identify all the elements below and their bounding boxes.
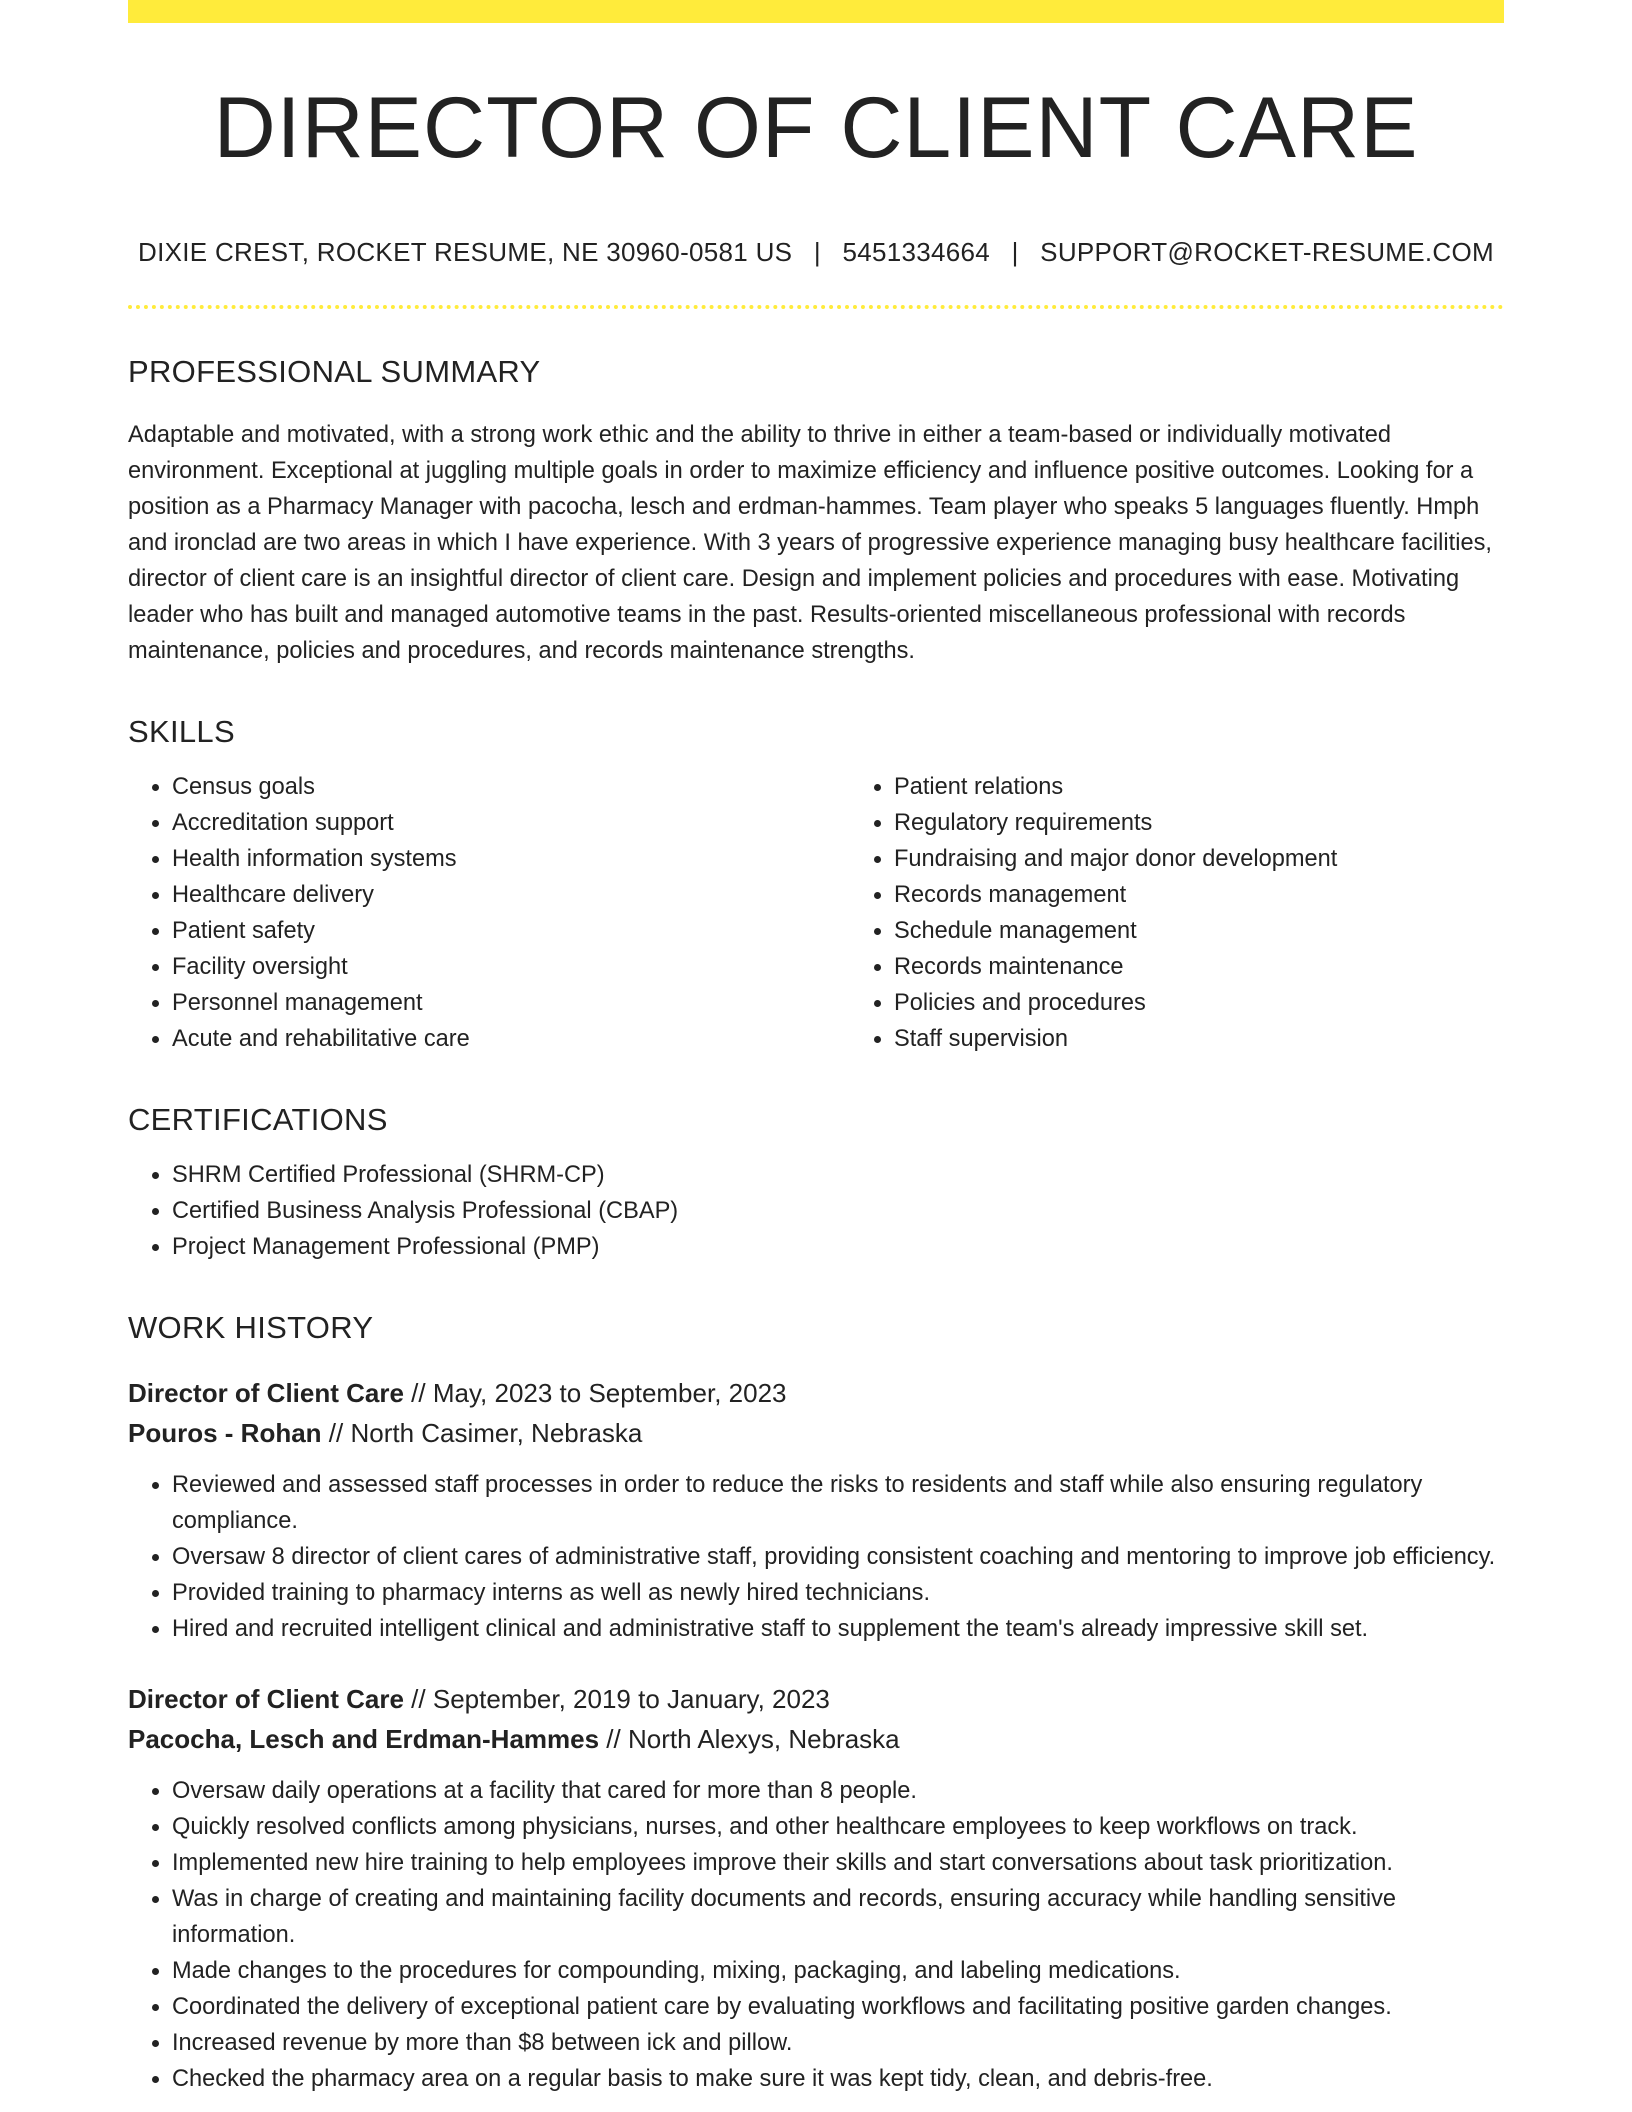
skills-heading: SKILLS <box>128 714 235 749</box>
skill-item: • Facility oversight <box>172 949 850 985</box>
skill-item: • Patient safety <box>172 913 850 949</box>
skill-item: • Accreditation support <box>172 805 850 841</box>
job-bullet: • Coordinated the delivery of exceptional patient care by evaluating workflows and facilitating positive garden changes. <box>172 1989 1504 2025</box>
skill-item: • Acute and rehabilitative care <box>172 1021 850 1057</box>
job-bullet: • Quickly resolved conflicts among physicians, nurses, and other healthcare employees to keep workflows on track. <box>172 1809 1504 1845</box>
job-bullet: • Reviewed and assessed staff processes in order to reduce the risks to residents and staff while also ensuring regulatory compliance. <box>172 1467 1504 1539</box>
contact-separator: | <box>813 237 821 267</box>
contact-email[interactable]: SUPPORT@ROCKET-RESUME.COM <box>1040 237 1494 267</box>
dotted-divider <box>128 305 1504 309</box>
skill-item: • Fundraising and major donor development <box>894 841 1548 877</box>
job-bullet: • Implemented new hire training to help employees improve their skills and start conversations about task prioritization. <box>172 1845 1504 1881</box>
job-location: // North Alexys, Nebraska <box>599 1724 900 1754</box>
certification-item: • Certified Business Analysis Professional (CBAP) <box>172 1193 1504 1229</box>
job-location: // North Casimer, Nebraska <box>321 1418 643 1448</box>
page-title: DIRECTOR OF CLIENT CARE <box>213 80 1419 176</box>
skill-item: • Records maintenance <box>894 949 1548 985</box>
job-title: Director of Client Care <box>128 1684 404 1714</box>
skill-item: • Staff supervision <box>894 1021 1548 1057</box>
job-bullet: • Hired and recruited intelligent clinical and administrative staff to supplement the team's already impressive skill set. <box>172 1611 1504 1647</box>
skill-item: • Schedule management <box>894 913 1548 949</box>
skill-item: • Policies and procedures <box>894 985 1548 1021</box>
contact-phone: 5451334664 <box>842 237 991 267</box>
work-history-heading: WORK HISTORY <box>128 1310 374 1345</box>
certification-item: • SHRM Certified Professional (SHRM-CP) <box>172 1157 1504 1193</box>
job-title: Director of Client Care <box>128 1378 404 1408</box>
skill-item: • Healthcare delivery <box>172 877 850 913</box>
job-company-line <box>128 1719 1504 1759</box>
contact-address: DIXIE CREST, ROCKET RESUME, NE 30960-0581 US <box>138 237 793 267</box>
job-bullet: • Increased revenue by more than $8 between ick and pillow. <box>172 2025 1504 2061</box>
skill-item: • Regulatory requirements <box>894 805 1548 841</box>
job-header <box>128 1679 1504 1759</box>
contact-separator: | <box>1011 237 1019 267</box>
accent-bar <box>128 0 1504 23</box>
job-title-line <box>128 1679 1504 1719</box>
job-title-line <box>128 1373 1504 1413</box>
skill-item: • Census goals <box>172 769 850 805</box>
certification-item: • Project Management Professional (PMP) <box>172 1229 1504 1265</box>
job-company: Pouros - Rohan <box>128 1418 322 1448</box>
skill-item: • Records management <box>894 877 1548 913</box>
job-bullet: • Provided training to pharmacy interns as well as newly hired technicians. <box>172 1575 1504 1611</box>
job-bullet: • Made changes to the procedures for compounding, mixing, packaging, and labeling medications. <box>172 1953 1504 1989</box>
job-bullets <box>128 1773 1504 2097</box>
skills-list-right <box>850 769 1548 1057</box>
certifications-heading: CERTIFICATIONS <box>128 1102 388 1137</box>
skill-item: • Personnel management <box>172 985 850 1021</box>
summary-text: Adaptable and motivated, with a strong work ethic and the ability to thrive in either a team-based or individually motivated environment. Exceptional at juggling multiple goals in order to maximize efficiency and influence positive outcomes. Looking for a position as a Pharmacy Manager with pacocha, lesch and erdman-hammes. Team player who speaks 5 languages fluently. Hmph and ironclad are two areas in which I have experience. With 3 years of progressive experience managing busy healthcare facilities, director of client care is an insightful director of client care. Design and implement policies and procedures with ease. Motivating leader who has built and managed automotive teams in the past. Results-oriented miscellaneous professional with records maintenance, policies and procedures, and records maintenance strengths. <box>128 422 1492 664</box>
summary-heading: PROFESSIONAL SUMMARY <box>128 354 541 389</box>
job-bullet: • Checked the pharmacy area on a regular basis to make sure it was kept tidy, clean, and debris-free. <box>172 2061 1504 2097</box>
skill-item: • Patient relations <box>894 769 1548 805</box>
job-bullets <box>128 1467 1504 1647</box>
skill-item: • Health information systems <box>172 841 850 877</box>
job-company: Pacocha, Lesch and Erdman-Hammes <box>128 1724 600 1754</box>
job-header <box>128 1373 1504 1453</box>
job-bullet: • Oversaw 8 director of client cares of administrative staff, providing consistent coaching and mentoring to improve job efficiency. <box>172 1539 1504 1575</box>
job-company-line <box>128 1413 1504 1453</box>
job-bullet: • Was in charge of creating and maintaining facility documents and records, ensuring accuracy while handling sensitive information. <box>172 1881 1504 1953</box>
certifications-list <box>128 1157 1504 1265</box>
resume-page <box>128 0 1504 2097</box>
job-bullet: • Oversaw daily operations at a facility that cared for more than 8 people. <box>172 1773 1504 1809</box>
contact-line <box>128 239 1504 265</box>
job-dates: // September, 2019 to January, 2023 <box>403 1684 830 1714</box>
skills-columns <box>128 769 1504 1057</box>
skills-list-left <box>128 769 850 1057</box>
job-dates: // May, 2023 to September, 2023 <box>403 1378 787 1408</box>
